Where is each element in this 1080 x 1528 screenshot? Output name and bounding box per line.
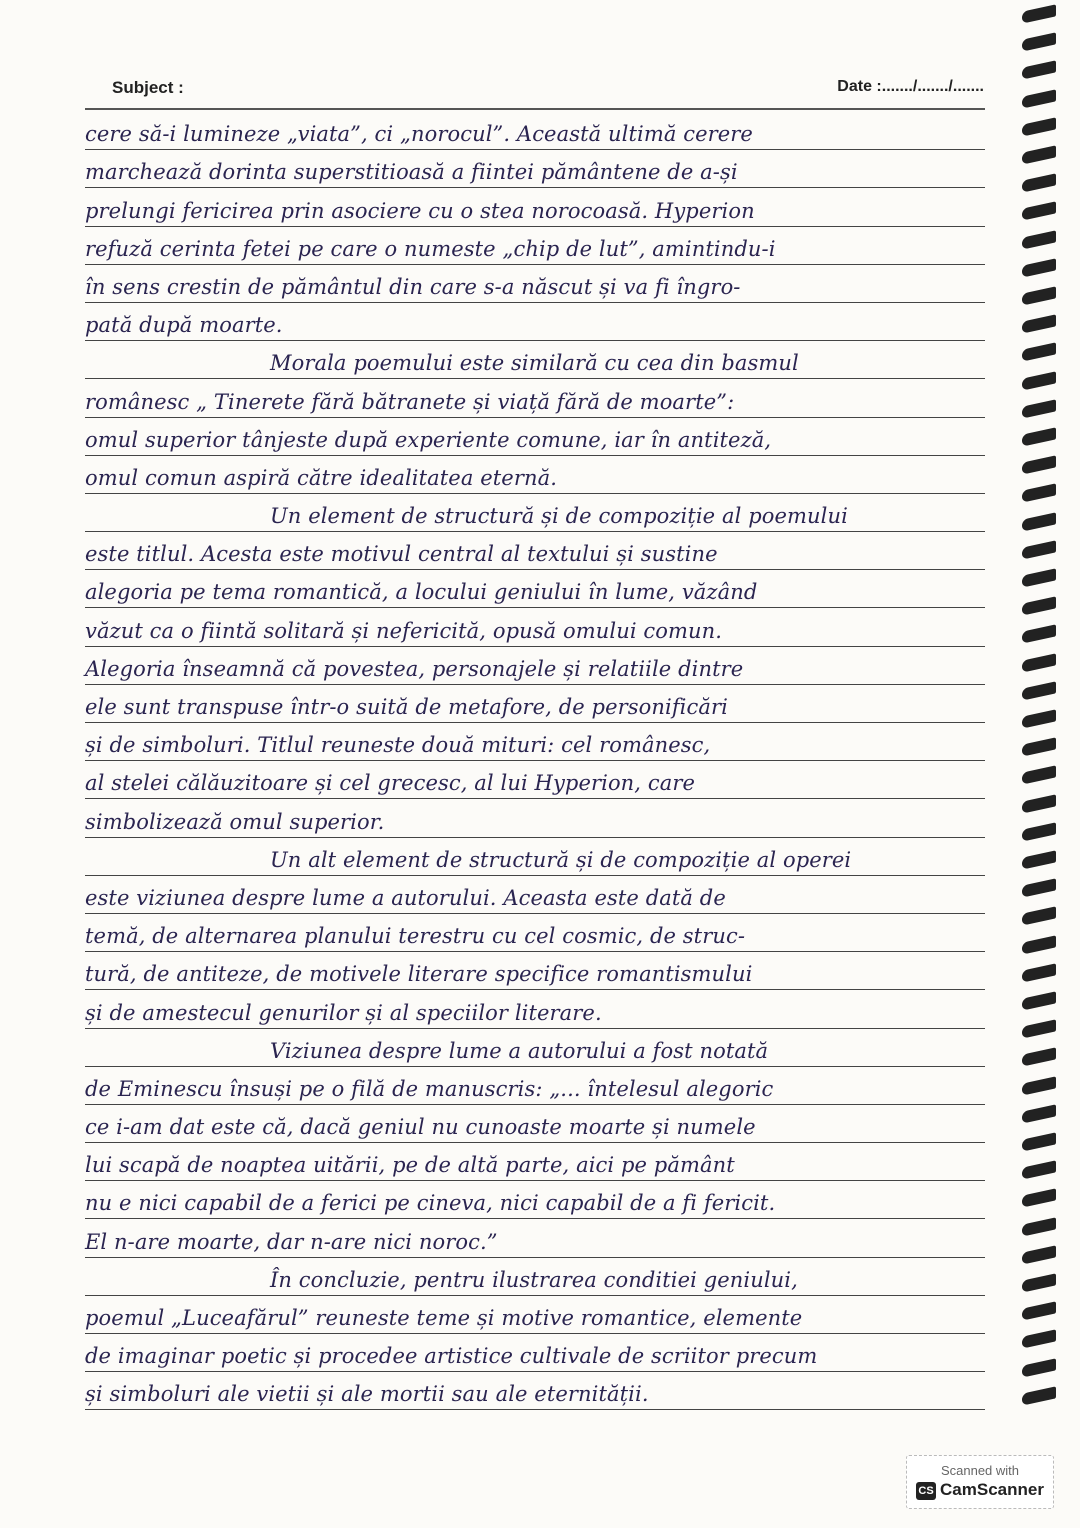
- text-line-content: și de simboluri. Titlul reuneste două mituri: cel românesc,: [85, 733, 711, 758]
- spiral-ring: [1022, 822, 1056, 841]
- text-line-content: Viziunea despre lume a autorului a fost notată: [270, 1038, 769, 1063]
- text-line-content: al stelei călăuzitoare și cel grecesc, al lui Hyperion, care: [85, 771, 696, 796]
- spiral-ring: [1022, 738, 1056, 757]
- spiral-ring: [1022, 1217, 1056, 1236]
- spiral-ring: [1022, 653, 1056, 672]
- text-line: [85, 838, 985, 876]
- text-line: [85, 608, 985, 646]
- text-line: [85, 570, 985, 608]
- text-line: [85, 1258, 985, 1296]
- spiral-ring: [1022, 1273, 1056, 1292]
- text-line-content: ele sunt transpuse într-o suită de metafore, de personificări: [85, 695, 728, 719]
- spiral-ring: [1022, 963, 1056, 982]
- text-line: [85, 379, 985, 417]
- text-line-content: lui scapă de noaptea uitării, pe de altă parte, aici pe pământ: [85, 1153, 735, 1178]
- spiral-ring: [1022, 1161, 1056, 1180]
- text-line-content: Alegoria înseamnă că povestea, personajele și relatiile dintre: [85, 656, 744, 681]
- spiral-ring: [1022, 145, 1056, 164]
- spiral-ring: [1022, 1104, 1056, 1123]
- text-line: [85, 761, 985, 799]
- text-line: [85, 647, 985, 685]
- text-line-content: Un alt element de structură și de compoziție al operei: [270, 847, 852, 872]
- text-line: [85, 990, 985, 1028]
- spiral-ring: [1022, 399, 1056, 418]
- text-line: [85, 1181, 985, 1219]
- spiral-ring: [1022, 597, 1056, 616]
- text-line: [85, 723, 985, 761]
- header-rule: [85, 108, 985, 110]
- spiral-ring: [1022, 681, 1056, 700]
- text-line-content: Morala poemului este similară cu cea din basmul: [270, 351, 799, 376]
- spiral-ring: [1022, 794, 1056, 813]
- text-line: [85, 188, 985, 226]
- spiral-ring: [1022, 1132, 1056, 1151]
- text-line-content: este titlul. Acesta este motivul central al textului și sustine: [85, 542, 718, 567]
- subject-label: Subject :: [112, 78, 184, 97]
- text-line-content: văzut ca o fiintă solitară și nefericită, opusă omului comun.: [85, 618, 723, 643]
- spiral-ring: [1022, 1302, 1056, 1321]
- spiral-ring: [1022, 1386, 1056, 1405]
- spiral-ring: [1022, 202, 1056, 221]
- text-line: [85, 265, 985, 303]
- text-line-content: prelungi fericirea prin asociere cu o stea norocoasă. Hyperion: [85, 198, 755, 223]
- text-line-content: Un element de structură și de compoziție al poemului: [270, 504, 848, 529]
- spiral-ring: [1022, 766, 1056, 785]
- spiral-ring: [1022, 1330, 1056, 1349]
- spiral-ring: [1022, 709, 1056, 728]
- text-line-content: În concluzie, pentru ilustrarea conditiei geniului,: [270, 1267, 798, 1292]
- text-line: [85, 532, 985, 570]
- spiral-ring: [1022, 456, 1056, 475]
- text-line-content: cere să-i lumineze „viata”, ci „norocul”. Această ultimă cerere: [85, 122, 753, 147]
- text-line-content: ce i-am dat este că, dacă geniul nu cunoaste moarte și numele: [85, 1115, 756, 1140]
- text-line: [85, 1067, 985, 1105]
- spiral-ring: [1022, 371, 1056, 390]
- spiral-ring: [1022, 1358, 1056, 1377]
- text-line-content: nu e nici capabil de a ferici pe cineva, nici capabil de a fi fericit.: [85, 1191, 776, 1216]
- spiral-ring: [1022, 230, 1056, 249]
- spiral-ring: [1022, 935, 1056, 954]
- spiral-ring: [1022, 625, 1056, 644]
- text-line-content: tură, de antiteze, de motivele literare specifice romantismului: [85, 962, 753, 987]
- spiral-ring: [1022, 907, 1056, 926]
- text-line: [85, 1143, 985, 1181]
- text-line: [85, 150, 985, 188]
- text-line-content: omul comun aspiră către idealitatea eternă.: [85, 465, 557, 490]
- date-label: Date :......./......./.......: [837, 78, 984, 95]
- text-line-content: în sens crestin de pământul din care s-a născut și va fi îngro-: [85, 274, 741, 299]
- text-line: [85, 303, 985, 341]
- spiral-ring: [1022, 343, 1056, 362]
- spiral-ring: [1022, 258, 1056, 277]
- text-line-content: de imaginar poetic și procedee artistice cultivale de scriitor precum: [85, 1344, 818, 1369]
- text-line-content: El n-are moarte, dar n-are nici noroc.”: [85, 1229, 498, 1254]
- spiral-ring: [1022, 174, 1056, 193]
- spiral-ring: [1022, 879, 1056, 898]
- text-line: [85, 914, 985, 952]
- text-line: [85, 1296, 985, 1334]
- text-line: [85, 1105, 985, 1143]
- text-line-content: temă, de alternarea planului terestru cu cel cosmic, de struc-: [85, 924, 746, 949]
- spiral-binding: [1022, 8, 1058, 1428]
- text-line: [85, 952, 985, 990]
- text-line-content: alegoria pe tema romantică, a locului geniului în lume, văzând: [85, 580, 758, 605]
- spiral-ring: [1022, 484, 1056, 503]
- spiral-ring: [1022, 89, 1056, 108]
- text-line: [85, 418, 985, 456]
- text-line: [85, 227, 985, 265]
- text-line-content: omul superior tânjeste după experiente comune, iar în antiteză,: [85, 427, 772, 452]
- text-line-content: românesc „ Tinerete fără bătranete și viață fără de moarte”:: [85, 389, 735, 414]
- text-line-content: poemul „Luceafărul” reuneste teme și motive romantice, elemente: [85, 1306, 803, 1330]
- text-line-content: refuză cerinta fetei pe care o numeste „chip de lut”, amintindu-i: [85, 236, 776, 261]
- text-line-content: și de amestecul genurilor și al speciilor literare.: [85, 1000, 602, 1025]
- spiral-ring: [1022, 512, 1056, 531]
- spiral-ring: [1022, 850, 1056, 869]
- handwritten-text: [85, 112, 985, 1410]
- spiral-ring: [1022, 286, 1056, 305]
- text-line: [85, 494, 985, 532]
- camscanner-logo-icon: CS: [916, 1482, 936, 1500]
- text-line: [85, 1372, 985, 1410]
- spiral-ring: [1022, 117, 1056, 136]
- spiral-ring: [1022, 991, 1056, 1010]
- text-line: [85, 112, 985, 150]
- text-line: [85, 1219, 985, 1257]
- camscanner-watermark: [906, 1455, 1054, 1509]
- spiral-ring: [1022, 568, 1056, 587]
- text-line-content: marchează dorinta superstitioasă a fiintei pământene de a-și: [85, 160, 738, 185]
- spiral-ring: [1022, 4, 1056, 23]
- spiral-ring: [1022, 1020, 1056, 1039]
- text-line: [85, 685, 985, 723]
- text-line-content: pată după moarte.: [85, 313, 283, 338]
- text-line: [85, 876, 985, 914]
- text-line-content: simbolizează omul superior.: [85, 809, 385, 834]
- spiral-ring: [1022, 1048, 1056, 1067]
- text-line-content: de Eminescu însuși pe o filă de manuscris: „... întelesul alegoric: [85, 1076, 774, 1101]
- spiral-ring: [1022, 1189, 1056, 1208]
- spiral-ring: [1022, 1076, 1056, 1095]
- watermark-line2: CamScanner: [940, 1480, 1044, 1499]
- spiral-ring: [1022, 1245, 1056, 1264]
- watermark-line1: Scanned with: [940, 1463, 1020, 1478]
- spiral-ring: [1022, 315, 1056, 334]
- page-header: [112, 78, 984, 104]
- text-line-content: este viziunea despre lume a autorului. Aceasta este dată de: [85, 885, 726, 910]
- text-line: [85, 1029, 985, 1067]
- spiral-ring: [1022, 33, 1056, 52]
- text-line-content: și simboluri ale vietii și ale mortii sau ale eternității.: [85, 1382, 649, 1407]
- spiral-ring: [1022, 61, 1056, 80]
- spiral-ring: [1022, 427, 1056, 446]
- text-line: [85, 456, 985, 494]
- text-line: [85, 799, 985, 837]
- text-line: [85, 1334, 985, 1372]
- text-line: [85, 341, 985, 379]
- spiral-ring: [1022, 540, 1056, 559]
